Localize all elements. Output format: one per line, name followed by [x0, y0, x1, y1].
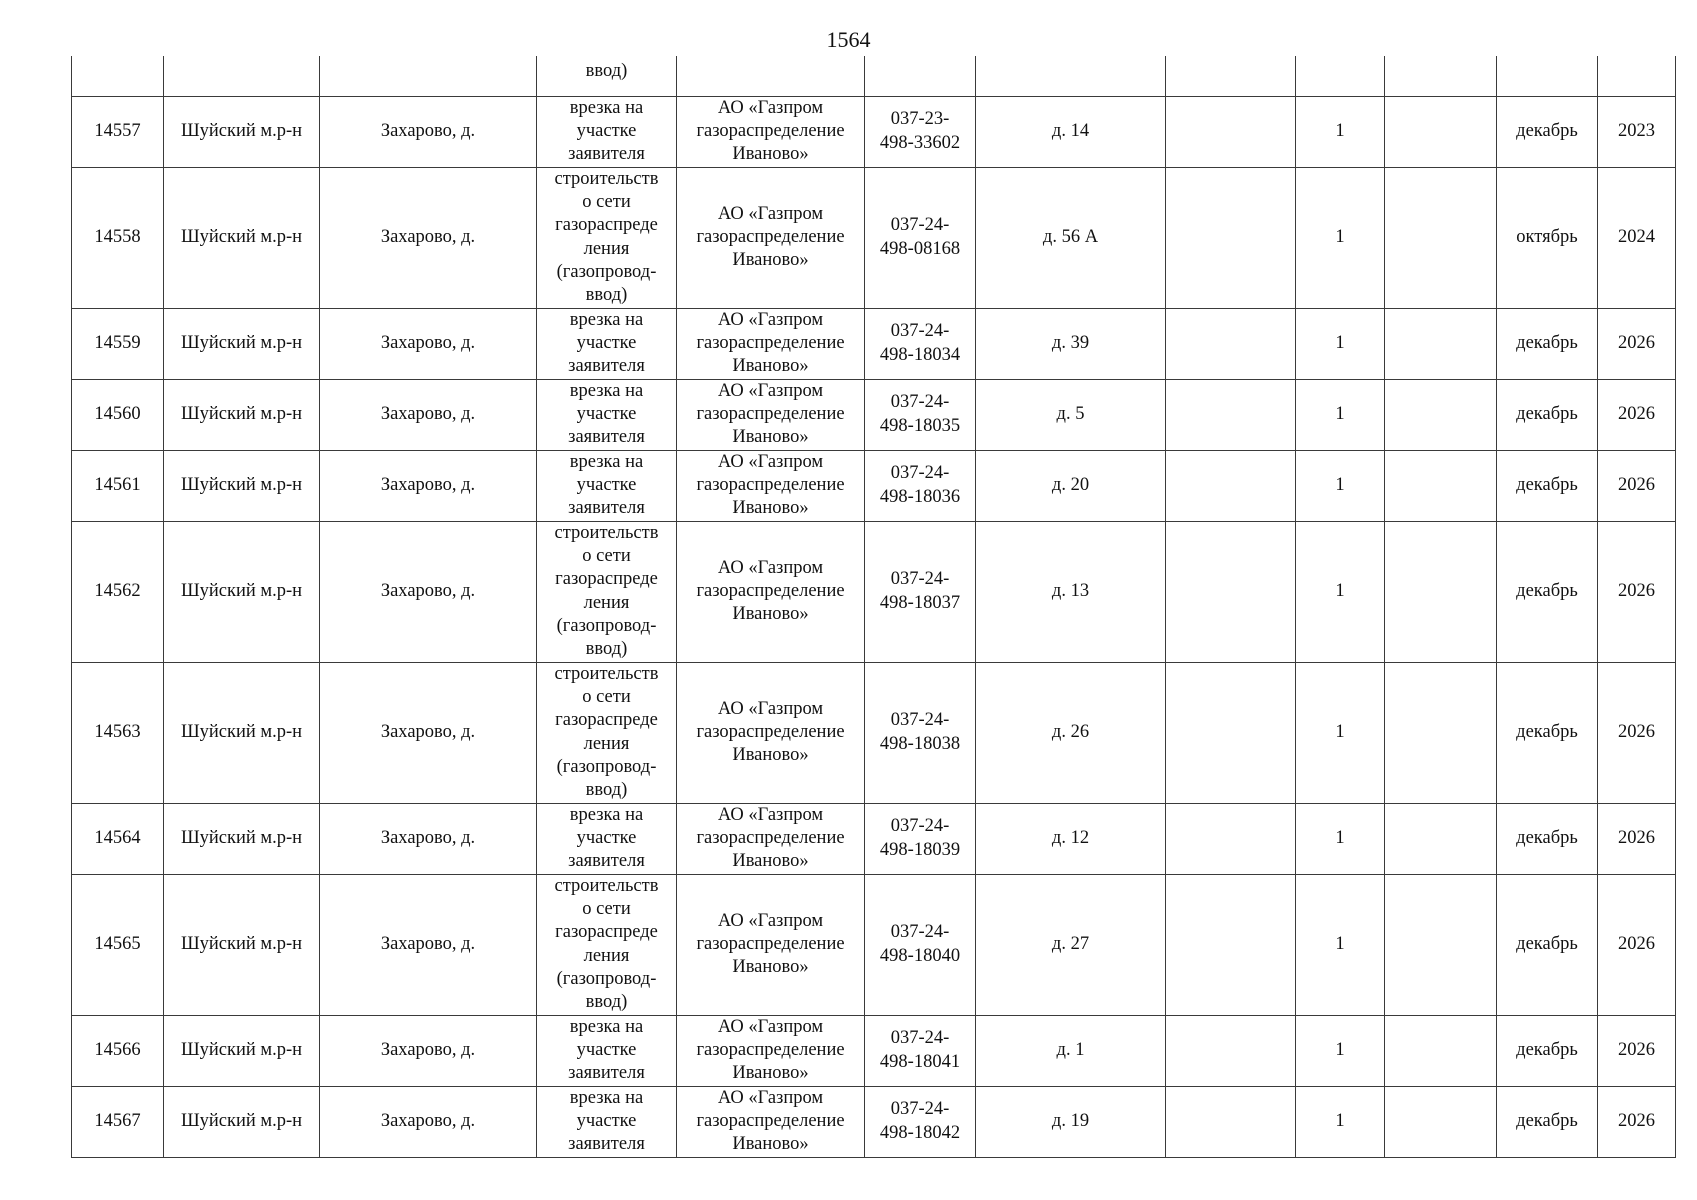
address-cell: д. 26 [976, 662, 1166, 803]
work-type-line: заявителя [568, 1134, 645, 1155]
year-cell: 2026 [1598, 1086, 1676, 1157]
work-type-cell [537, 874, 677, 1015]
work-type-cell [537, 379, 677, 450]
organization-cell [677, 1086, 865, 1157]
organization-line: Иваново» [732, 427, 809, 448]
quantity-cell: 1 [1296, 1086, 1385, 1157]
organization-line: газораспределение [696, 1110, 845, 1131]
organization-line: АО «Газпром [717, 97, 824, 118]
organization-line: газораспределение [696, 332, 845, 353]
registry-table [71, 56, 1676, 1158]
region-cell: Шуйский м.р-н [164, 874, 320, 1015]
table-row [72, 1015, 1676, 1086]
work-type-line: участке [576, 474, 637, 495]
code-line: 498-18036 [879, 486, 961, 507]
table-row [72, 521, 1676, 662]
code-cell [865, 450, 976, 521]
table-row [72, 874, 1676, 1015]
empty-cell [1166, 167, 1296, 308]
place-cell: Захарово, д. [320, 1015, 537, 1086]
row-number-cell: 14565 [72, 874, 164, 1015]
organization-line: Иваново» [732, 604, 809, 625]
code-cell [865, 167, 976, 308]
empty-cell [1385, 1015, 1497, 1086]
work-type-line: врезка на [569, 1016, 644, 1037]
organization-line: АО «Газпром [717, 380, 824, 401]
month-cell: декабрь [1497, 1086, 1598, 1157]
row-number-cell: 14561 [72, 450, 164, 521]
organization-line: Иваново» [732, 1063, 809, 1084]
year-cell: 2023 [1598, 96, 1676, 167]
organization-line: АО «Газпром [717, 451, 824, 472]
organization-cell [677, 662, 865, 803]
quantity-cell: 1 [1296, 308, 1385, 379]
work-type-line: о сети [582, 898, 631, 919]
table-row [72, 308, 1676, 379]
address-cell: д. 20 [976, 450, 1166, 521]
empty-cell [1385, 308, 1497, 379]
empty-cell [1166, 96, 1296, 167]
region-cell: Шуйский м.р-н [164, 167, 320, 308]
code-cell [865, 874, 976, 1015]
empty-cell [1166, 1086, 1296, 1157]
work-type-line: врезка на [569, 804, 644, 825]
code-cell [865, 1015, 976, 1086]
quantity-cell: 1 [1296, 96, 1385, 167]
region-cell: Шуйский м.р-н [164, 803, 320, 874]
work-type-line: (газопровод- [556, 615, 657, 636]
work-type-cell [537, 1086, 677, 1157]
place-cell: Захарово, д. [320, 167, 537, 308]
work-type-line: заявителя [568, 851, 645, 872]
code-line: 498-18034 [879, 344, 961, 365]
code-line: 498-18037 [879, 592, 961, 613]
work-type-line: газораспреде [555, 922, 658, 943]
code-line: 037-24- [890, 392, 950, 413]
organization-cell [677, 96, 865, 167]
empty-cell [1166, 521, 1296, 662]
month-cell: декабрь [1497, 874, 1598, 1015]
continuation-row [72, 56, 1676, 96]
work-type-line: врезка на [569, 97, 644, 118]
work-type-cell [537, 662, 677, 803]
organization-line: АО «Газпром [717, 910, 824, 931]
empty-cell [1166, 450, 1296, 521]
empty-cell [1166, 1015, 1296, 1086]
organization-line: газораспределение [696, 580, 845, 601]
work-type-line: заявителя [568, 1063, 645, 1084]
region-cell: Шуйский м.р-н [164, 308, 320, 379]
organization-line: газораспределение [696, 721, 845, 742]
organization-line: Иваново» [732, 745, 809, 766]
code-cell [865, 662, 976, 803]
work-type-line: ввод) [585, 992, 628, 1013]
work-type-line: строительств [554, 875, 659, 896]
organization-line: Иваново» [732, 1134, 809, 1155]
empty-cell [1385, 167, 1497, 308]
work-type-line: врезка на [569, 1087, 644, 1108]
organization-line: газораспределение [696, 403, 845, 424]
organization-line: АО «Газпром [717, 804, 824, 825]
row-number-cell: 14559 [72, 308, 164, 379]
row-number-cell: 14567 [72, 1086, 164, 1157]
quantity-cell: 1 [1296, 450, 1385, 521]
organization-line: Иваново» [732, 356, 809, 377]
year-cell: 2026 [1598, 662, 1676, 803]
row-number-cell: 14564 [72, 803, 164, 874]
work-type-cell [537, 96, 677, 167]
table-row [72, 96, 1676, 167]
code-line: 498-18035 [879, 415, 961, 436]
work-type-line: строительств [554, 522, 659, 543]
code-line: 498-18041 [879, 1051, 961, 1072]
place-cell: Захарово, д. [320, 874, 537, 1015]
empty-cell [1385, 662, 1497, 803]
year-cell: 2026 [1598, 379, 1676, 450]
work-type-line: заявителя [568, 498, 645, 519]
quantity-cell: 1 [1296, 521, 1385, 662]
work-type-line: (газопровод- [556, 756, 657, 777]
work-type-line: ввод) [585, 639, 628, 660]
organization-line: АО «Газпром [717, 1087, 824, 1108]
code-line: 498-18039 [879, 839, 961, 860]
code-line: 037-24- [890, 922, 950, 943]
table-row [72, 379, 1676, 450]
address-cell: д. 19 [976, 1086, 1166, 1157]
code-line: 498-08168 [879, 238, 961, 259]
month-cell: декабрь [1497, 379, 1598, 450]
row-number-cell: 14560 [72, 379, 164, 450]
organization-line: Иваново» [732, 144, 809, 165]
organization-cell [677, 167, 865, 308]
place-cell: Захарово, д. [320, 379, 537, 450]
organization-line: газораспределение [696, 933, 845, 954]
work-type-line: ввод) [585, 285, 628, 306]
region-cell: Шуйский м.р-н [164, 450, 320, 521]
quantity-cell: 1 [1296, 662, 1385, 803]
year-cell: 2026 [1598, 450, 1676, 521]
address-cell: д. 13 [976, 521, 1166, 662]
code-line: 037-24- [890, 569, 950, 590]
empty-cell [1385, 874, 1497, 1015]
address-cell: д. 27 [976, 874, 1166, 1015]
quantity-cell: 1 [1296, 167, 1385, 308]
work-type-line: участке [576, 1039, 637, 1060]
work-type-line: о сети [582, 191, 631, 212]
work-type-line: строительств [554, 663, 659, 684]
address-cell: д. 14 [976, 96, 1166, 167]
code-cell [865, 379, 976, 450]
address-cell: д. 12 [976, 803, 1166, 874]
empty-cell [1385, 1086, 1497, 1157]
place-cell: Захарово, д. [320, 521, 537, 662]
year-cell: 2026 [1598, 1015, 1676, 1086]
work-type-line: участке [576, 120, 637, 141]
work-type-line: заявителя [568, 427, 645, 448]
code-line: 037-23- [890, 109, 950, 130]
work-type-line: заявителя [568, 144, 645, 165]
region-cell: Шуйский м.р-н [164, 662, 320, 803]
work-type-cell [537, 521, 677, 662]
empty-cell [1166, 662, 1296, 803]
empty-cell [1385, 803, 1497, 874]
work-type-line: (газопровод- [556, 968, 657, 989]
work-type-cell [537, 308, 677, 379]
work-type-line: врезка на [569, 380, 644, 401]
address-cell: д. 56 А [976, 167, 1166, 308]
work-type-line: ления [583, 733, 630, 754]
organization-line: АО «Газпром [717, 309, 824, 330]
work-type-line: газораспреде [555, 569, 658, 590]
organization-cell [677, 874, 865, 1015]
organization-line: АО «Газпром [717, 203, 824, 224]
work-type-cell [537, 1015, 677, 1086]
organization-line: газораспределение [696, 474, 845, 495]
quantity-cell: 1 [1296, 874, 1385, 1015]
page-number: 1564 [826, 27, 871, 52]
work-type-line: участке [576, 332, 637, 353]
region-cell: Шуйский м.р-н [164, 96, 320, 167]
empty-cell [1166, 803, 1296, 874]
empty-cell [1385, 521, 1497, 662]
month-cell: декабрь [1497, 662, 1598, 803]
organization-line: Иваново» [732, 851, 809, 872]
work-type-line: ления [583, 592, 630, 613]
empty-cell [1166, 379, 1296, 450]
code-cell [865, 803, 976, 874]
organization-line: газораспределение [696, 226, 845, 247]
code-line: 498-18038 [879, 733, 961, 754]
address-cell: д. 39 [976, 308, 1166, 379]
organization-cell [677, 308, 865, 379]
organization-cell [677, 803, 865, 874]
table-row [72, 1086, 1676, 1157]
code-line: 037-24- [890, 215, 950, 236]
place-cell: Захарово, д. [320, 96, 537, 167]
work-type-tail: ввод) [537, 56, 677, 96]
table-body [72, 56, 1676, 1157]
empty-cell [1166, 308, 1296, 379]
month-cell: декабрь [1497, 521, 1598, 662]
place-cell: Захарово, д. [320, 1086, 537, 1157]
place-cell: Захарово, д. [320, 662, 537, 803]
month-cell: декабрь [1497, 1015, 1598, 1086]
work-type-line: о сети [582, 686, 631, 707]
work-type-cell [537, 803, 677, 874]
work-type-line: ввод) [585, 780, 628, 801]
row-number-cell: 14562 [72, 521, 164, 662]
organization-line: Иваново» [732, 250, 809, 271]
place-cell: Захарово, д. [320, 308, 537, 379]
quantity-cell: 1 [1296, 1015, 1385, 1086]
code-line: 037-24- [890, 816, 950, 837]
work-type-line: газораспреде [555, 215, 658, 236]
organization-cell [677, 521, 865, 662]
year-cell: 2026 [1598, 521, 1676, 662]
work-type-line: газораспреде [555, 710, 658, 731]
organization-line: газораспределение [696, 827, 845, 848]
work-type-line: о сети [582, 545, 631, 566]
work-type-line: участке [576, 1110, 637, 1131]
year-cell: 2026 [1598, 874, 1676, 1015]
month-cell: декабрь [1497, 803, 1598, 874]
organization-line: газораспределение [696, 1039, 845, 1060]
organization-line: АО «Газпром [717, 557, 824, 578]
address-cell: д. 5 [976, 379, 1166, 450]
table-row [72, 167, 1676, 308]
work-type-line: врезка на [569, 451, 644, 472]
region-cell: Шуйский м.р-н [164, 521, 320, 662]
work-type-line: участке [576, 403, 637, 424]
code-line: 498-33602 [879, 132, 961, 153]
code-line: 037-24- [890, 710, 950, 731]
table-row [72, 662, 1676, 803]
code-line: 498-18040 [879, 945, 961, 966]
organization-line: Иваново» [732, 498, 809, 519]
code-cell [865, 1086, 976, 1157]
code-line: 037-24- [890, 1028, 950, 1049]
work-type-line: заявителя [568, 356, 645, 377]
place-cell: Захарово, д. [320, 803, 537, 874]
organization-cell [677, 450, 865, 521]
month-cell: декабрь [1497, 450, 1598, 521]
row-number-cell: 14557 [72, 96, 164, 167]
organization-line: АО «Газпром [717, 1016, 824, 1037]
table-row [72, 450, 1676, 521]
year-cell: 2026 [1598, 308, 1676, 379]
organization-cell [677, 379, 865, 450]
region-cell: Шуйский м.р-н [164, 1086, 320, 1157]
quantity-cell: 1 [1296, 803, 1385, 874]
empty-cell [1385, 96, 1497, 167]
code-line: 037-24- [890, 1099, 950, 1120]
work-type-line: ления [583, 945, 630, 966]
code-line: 037-24- [890, 463, 950, 484]
year-cell: 2024 [1598, 167, 1676, 308]
organization-line: газораспределение [696, 120, 845, 141]
row-number-cell: 14558 [72, 167, 164, 308]
month-cell: октябрь [1497, 167, 1598, 308]
organization-cell [677, 1015, 865, 1086]
row-number-cell: 14563 [72, 662, 164, 803]
work-type-line: ления [583, 238, 630, 259]
place-cell: Захарово, д. [320, 450, 537, 521]
month-cell: декабрь [1497, 308, 1598, 379]
empty-cell [1166, 874, 1296, 1015]
organization-line: АО «Газпром [717, 698, 824, 719]
code-cell [865, 308, 976, 379]
region-cell: Шуйский м.р-н [164, 379, 320, 450]
quantity-cell: 1 [1296, 379, 1385, 450]
code-cell [865, 96, 976, 167]
empty-cell [1385, 379, 1497, 450]
address-cell: д. 1 [976, 1015, 1166, 1086]
work-type-line: участке [576, 827, 637, 848]
empty-cell [1385, 450, 1497, 521]
year-cell: 2026 [1598, 803, 1676, 874]
work-type-cell [537, 167, 677, 308]
work-type-line: (газопровод- [556, 261, 657, 282]
code-line: 037-24- [890, 321, 950, 342]
code-line: 498-18042 [879, 1122, 961, 1143]
organization-line: Иваново» [732, 957, 809, 978]
table-row [72, 803, 1676, 874]
code-cell [865, 521, 976, 662]
row-number-cell: 14566 [72, 1015, 164, 1086]
region-cell: Шуйский м.р-н [164, 1015, 320, 1086]
month-cell: декабрь [1497, 96, 1598, 167]
work-type-line: строительств [554, 168, 659, 189]
work-type-cell [537, 450, 677, 521]
work-type-line: врезка на [569, 309, 644, 330]
